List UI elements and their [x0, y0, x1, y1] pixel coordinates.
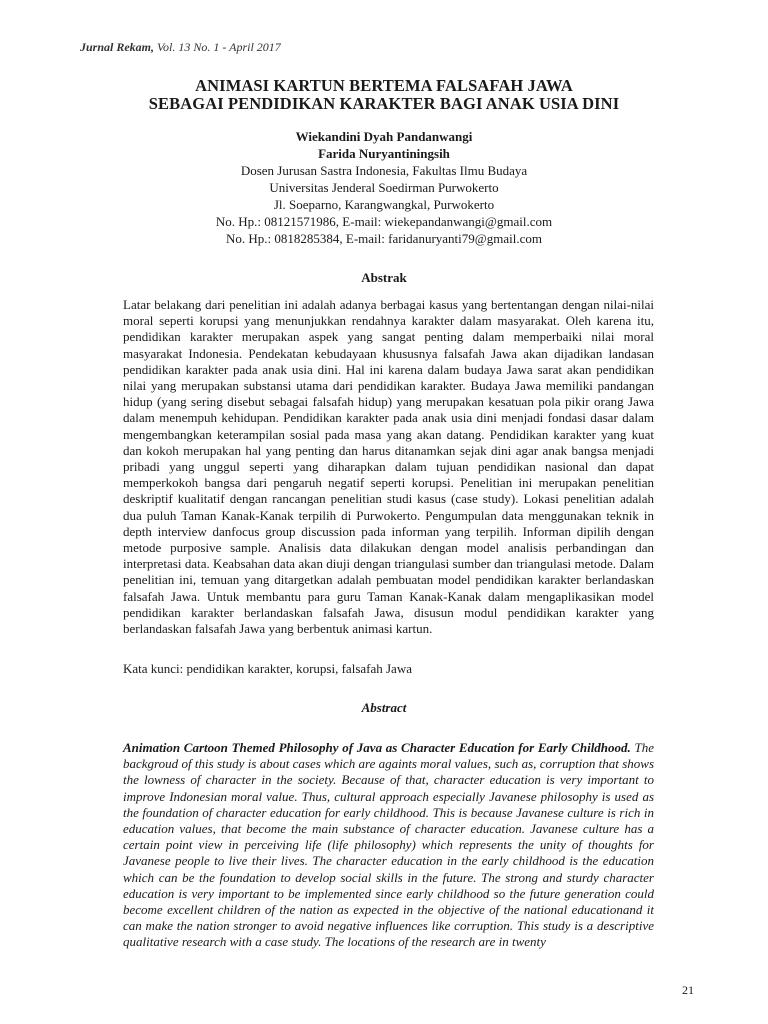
- contact-line-1: No. Hp.: 08121571986, E-mail: wiekepandanwangi@gmail.com: [215, 214, 553, 229]
- abstract-text: The backgroud of this study is about cases which are againts moral values, such as, corruption that shows the lowness of character in the society. Because of that, character education is very important to improve Indonesian moral value. Thus, cultural approach especially Javanese philosophy is used as the foundation of character education for early childhood. This is because Javanese culture is rich in education values, that become the main substance of character education. Javanese culture has a certain point view in perceiving life (life philosophy) which represents the unity of thoughts for Javanese people to live their lives. The character education in the early childhood is the education which can be the foundation to develop social skills in the future. The strong and sturdy character education is very important to be implemented since early childhood so the future generation could become excellent children of the nation as expected in the objective of the national educationand it can make the nation stronger to avoid negative influences like corruption. This study is a descriptive qualitative research with a case study. The locations of the research are in twenty: [123, 740, 655, 950]
- contact-line-2: No. Hp.: 0818285384, E-mail: faridanuryanti79@gmail.com: [226, 231, 542, 246]
- journal-issue: Vol. 13 No. 1 - April 2017: [154, 40, 281, 54]
- running-head: [80, 40, 281, 55]
- author-1: Wiekandini Dyah Pandanwangi: [295, 129, 473, 144]
- abstrak-body: Latar belakang dari penelitian ini adalah adanya berbagai kasus yang bertentangan dengan nilai-nilai moral seperti korupsi yang menunjukkan rendahnya karakter dalam masyarakat. Oleh karena itu, pendidikan karakter merupakan aspek yang sangat penting dalam memperbaiki nilai moral masyarakat Indonesia. Pendekatan kebudayaan khususnya falsafah Jawa akan dijadikan landasan pendidikan karakter pada anak usia dini. Hal ini karena dalam budaya Jawa sarat akan pendidikan nilai yang merupakan substansi utama dari pendidikan karakter. Budaya Jawa memiliki pandangan hidup (yang sering disebut sebagai falsafah hidup) yang merupakan kesatuan pola pikir orang Jawa dalam menempuh kehidupan. Pendidikan karakter pada anak usia dini menjadi fondasi dasar dalam mengembangkan keterampilan sosial pada masa yang akan datang. Pendidikan karakter yang kuat dan kokoh merupakan hal yang penting dan harus ditanamkan sejak dini agar anak bangsa menjadi pribadi yang unggul seperti yang diharapkan dalam tujuan pendidikan nasional dan dapat memperkokoh bangsa dari pengaruh negatif seperti korupsi. Penelitian ini merupakan penelitian deskriptif kualitatif dengan rancangan penelitian studi kasus (case study). Lokasi penelitian adalah dua puluh Taman Kanak-Kanak terpilih di Purwokerto. Pengumpulan data menggunakan teknik in depth interview danfocus group discussion pada informan yang terpilih. Informan dipilih dengan metode purposive sample. Analisis data dilakukan dengan model analisis perbandingan dan interpretasi data. Keabsahan data akan diuji dengan triangulasi sumber dan triangulasi metode. Dalam penelitian ini, temuan yang ditargetkan adalah pembuatan model pendidikan karakter berlandaskan falsafah Jawa. Untuk membantu para guru Taman Kanak-Kanak dalam mengaplikasikan model pendidikan karakter berlandaskan falsafah Jawa, disusun modul pendidikan karakter yang berlandaskan falsafah Jawa yang berbentuk animasi kartun.: [123, 297, 654, 637]
- keywords: Kata kunci: pendidikan karakter, korupsi, falsafah Jawa: [123, 661, 412, 676]
- abstract-body: [123, 740, 654, 951]
- abstrak-heading: Abstrak: [361, 270, 407, 285]
- page-number: 21: [682, 983, 694, 997]
- affiliation-line-1: Dosen Jurusan Sastra Indonesia, Fakultas Ilmu Budaya: [240, 163, 528, 178]
- address-line: Jl. Soeparno, Karangwangkal, Purwokerto: [273, 197, 495, 212]
- abstract-lead: Animation Cartoon Themed Philosophy of Java as Character Education for Early Childhood.: [123, 740, 631, 755]
- author-block: [0, 128, 768, 247]
- abstract-heading: Abstract: [361, 700, 407, 715]
- paper-title: [0, 77, 768, 113]
- title-line-2: SEBAGAI PENDIDIKAN KARAKTER BAGI ANAK USIA DINI: [148, 94, 620, 113]
- title-line-1: ANIMASI KARTUN BERTEMA FALSAFAH JAWA: [195, 76, 573, 95]
- journal-name: Jurnal Rekam,: [80, 40, 155, 54]
- affiliation-line-2: Universitas Jenderal Soedirman Purwokerto: [269, 180, 499, 195]
- author-2: Farida Nuryantiningsih: [318, 146, 450, 161]
